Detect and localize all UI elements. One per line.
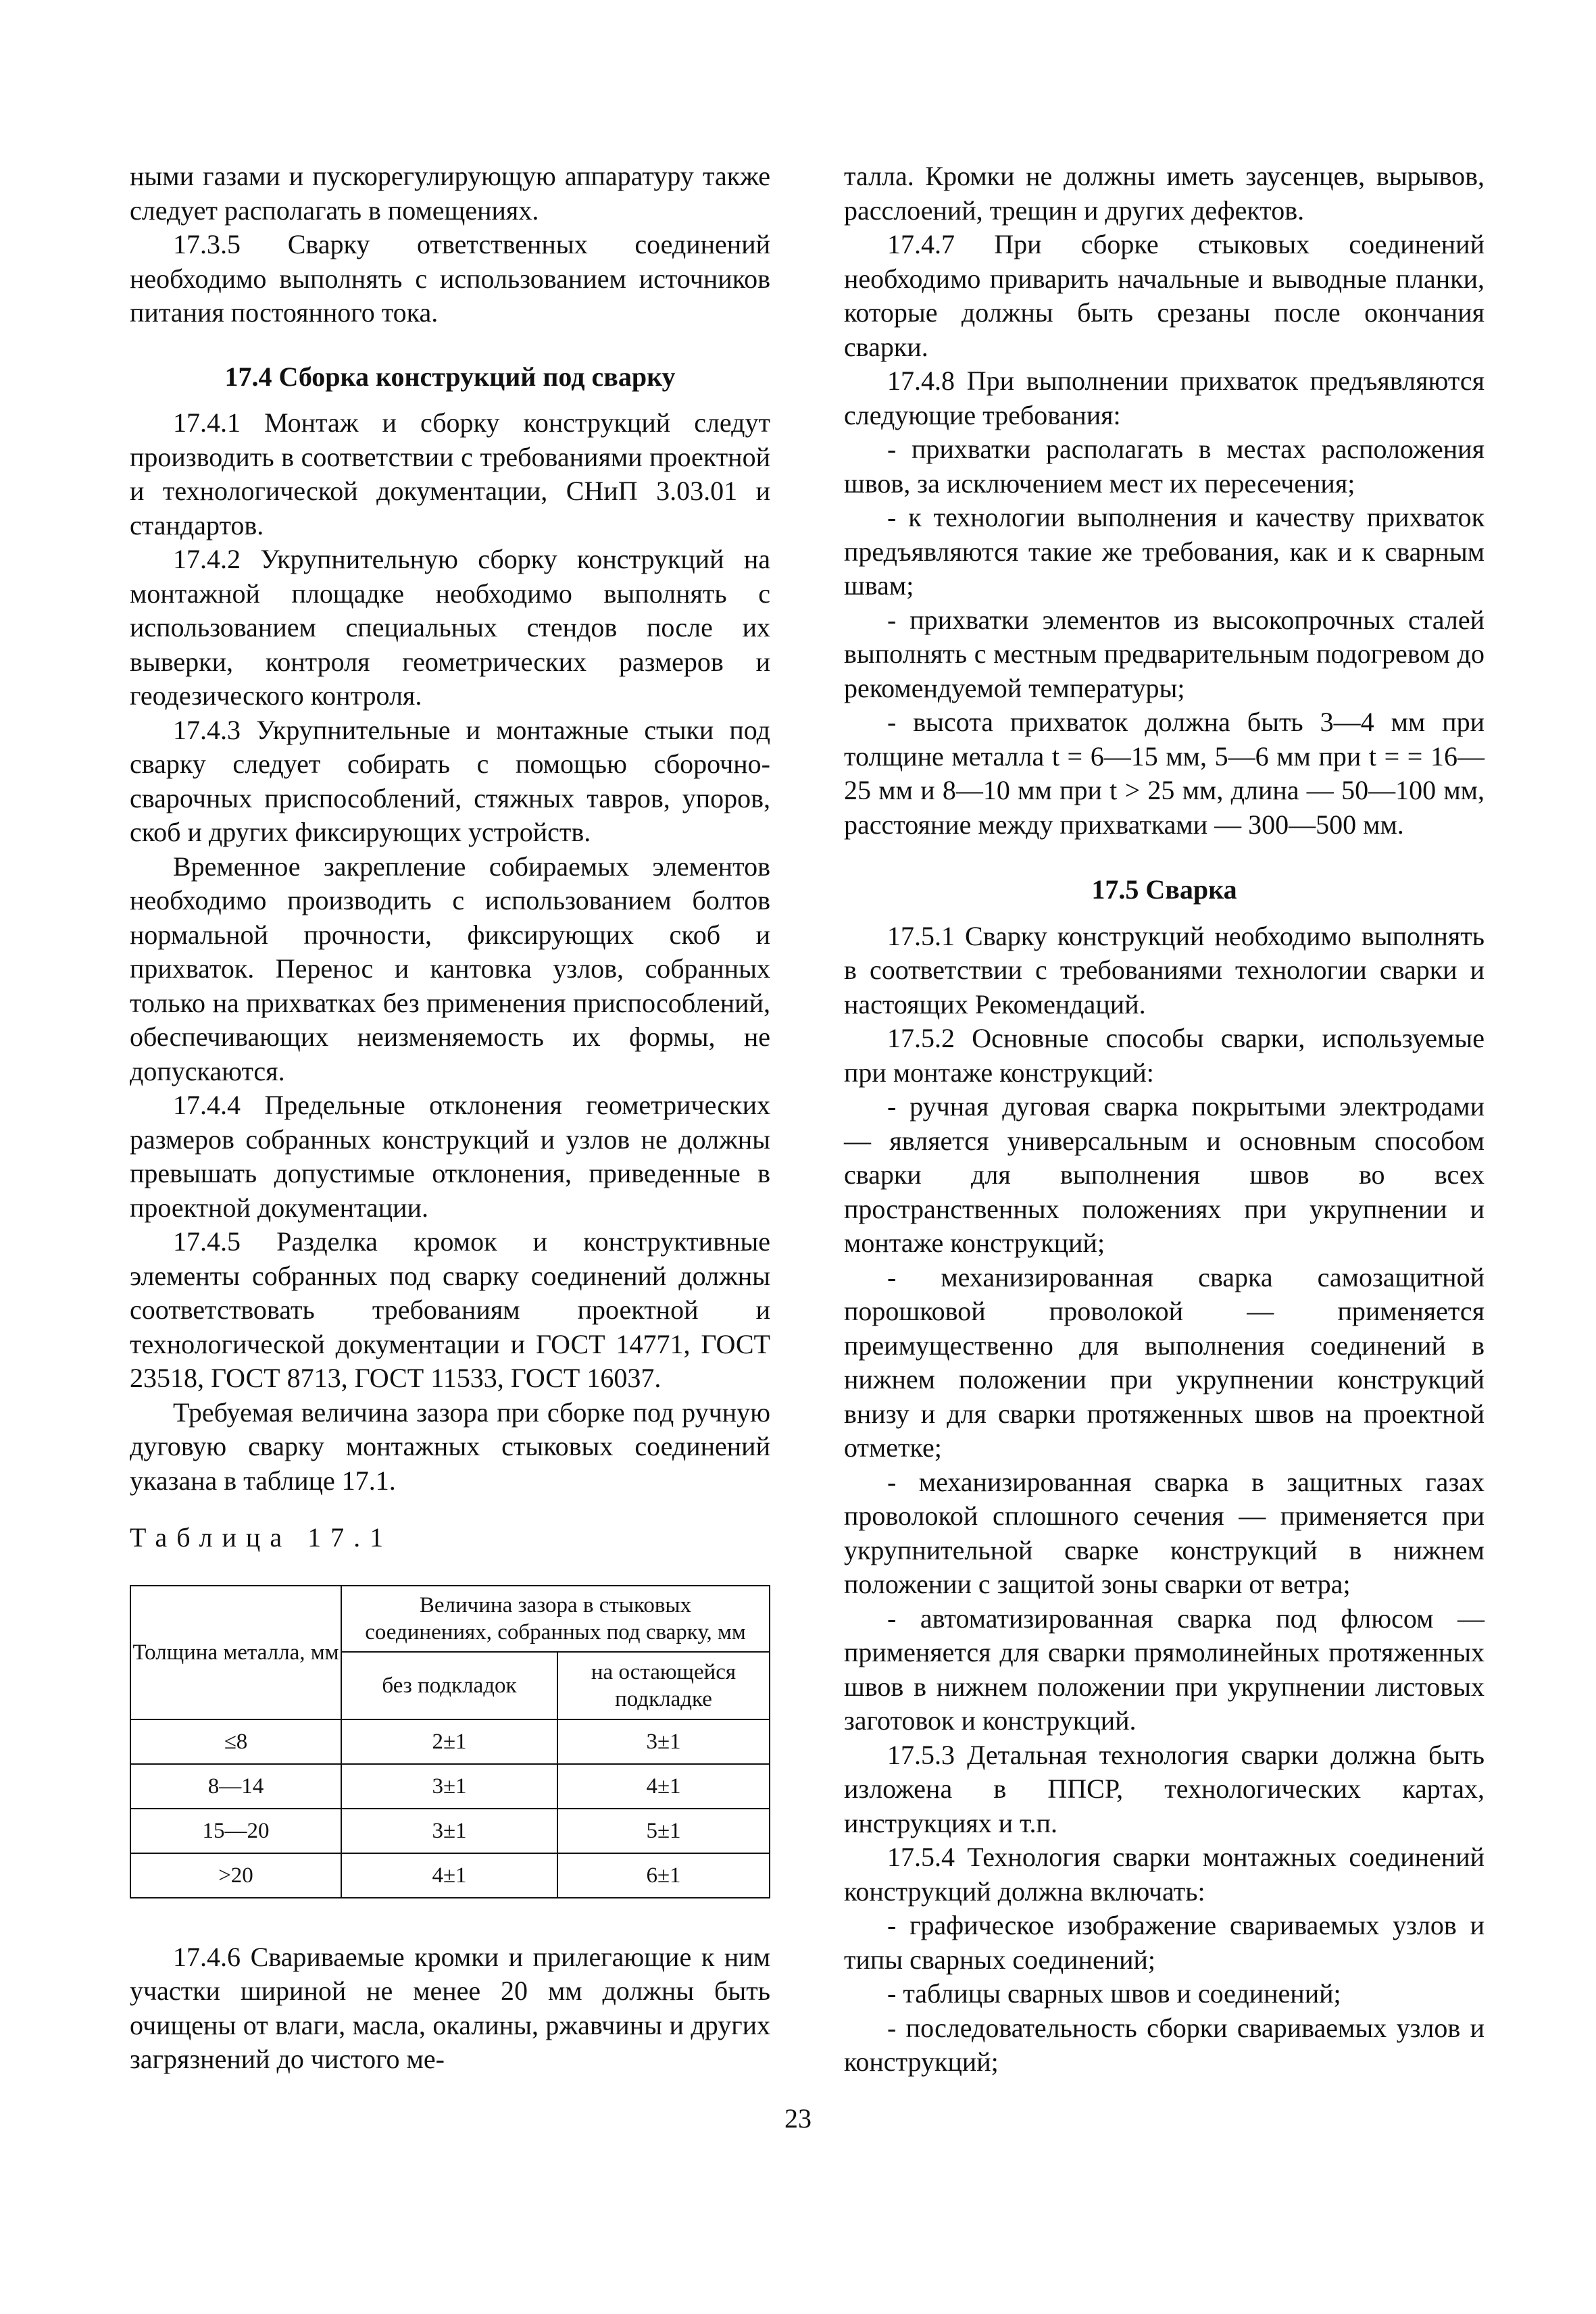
list-item: - автоматизированная сварка под флюсом — применяется для сварки прямолинейных протяженных швов в нижнем положении при укрупнении листовых заготовок и конструкций.	[844, 1603, 1485, 1736]
paragraph-17-5-2: 17.5.2 Основные способы сварки, используемые при монтаже конструкций:	[844, 1023, 1485, 1088]
left-column	[130, 159, 770, 2077]
list-item: - прихватки элементов из высокопрочных сталей выполнять с местным предварительным подогревом до рекомендуемой температуры;	[844, 604, 1485, 703]
table-header-backing: на остающейся подкладке	[557, 1652, 770, 1719]
list-item: - ручная дуговая сварка покрытыми электродами — является универсальным и основным способом сварки для выполнения швов во всех пространственных положениях при укрупнении и монтаже конструкций;	[844, 1091, 1485, 1258]
table-cell-thickness: 15—20	[130, 1809, 341, 1853]
list-item: - механизированная сварка самозащитной порошковой проволокой — применяется преимущественно для выполнения соединений в нижнем положении при укрупнении конструкций внизу и для сварки протяженных швов на проектной отметке;	[844, 1261, 1485, 1463]
table-label: Таблица 17.1	[130, 1522, 393, 1553]
paragraph: талла. Кромки не должны иметь заусенцев, вырывов, расслоений, трещин и других дефектов.	[844, 161, 1485, 226]
table-cell-thickness: >20	[130, 1853, 341, 1898]
table-cell-backing: 3±1	[557, 1719, 770, 1764]
list-item: - прихватки располагать в местах расположения швов, за исключением мест их пересечения;	[844, 434, 1485, 499]
list-item: - графическое изображение свариваемых узлов и типы сварных соединений;	[844, 1910, 1485, 1975]
list-item: - высота прихваток должна быть 3—4 мм при толщине металла t = 6—15 мм, 5—6 мм при t = = 16—25 мм и 8—10 мм при t > 25 мм, длина — 50—100 мм, расстояние между прихватками — 300—500 мм.	[844, 707, 1485, 840]
table-cell-no-backing: 3±1	[341, 1764, 557, 1809]
table-cell-no-backing: 2±1	[341, 1719, 557, 1764]
table-cell-thickness: 8—14	[130, 1764, 341, 1809]
table-row	[130, 1809, 770, 1853]
paragraph-17-4-4: 17.4.4 Предельные отклонения геометрических размеров собранных конструкций и узлов не должны превышать допустимые отклонения, приведенные в проектной документации.	[130, 1090, 770, 1223]
table-cell-thickness: ≤8	[130, 1719, 341, 1764]
page-number: 23	[784, 2103, 812, 2134]
table-row	[130, 1853, 770, 1898]
table-header-gap: Величина зазора в стыковых соединениях, собранных под сварку, мм	[341, 1586, 770, 1652]
section-heading-17-5: 17.5 Сварка	[1091, 874, 1237, 905]
list-item: - последовательность сборки свариваемых узлов и конструкций;	[844, 2012, 1485, 2077]
paragraph-17-4-5: 17.4.5 Разделка кромок и конструктивные элементы собранных под сварку соединений должны соответствовать требованиям проектной и технологической документации и ГОСТ 14771, ГОСТ 23518, ГОСТ 8713, ГОСТ 11533, ГОСТ 16037.	[130, 1226, 770, 1393]
paragraph-17-5-1: 17.5.1 Сварку конструкций необходимо выполнять в соответствии с требованиями технологии сварки и настоящих Рекомендаций.	[844, 920, 1485, 1020]
paragraph-gap-requirement: Требуемая величина зазора при сборке под ручную дуговую сварку монтажных стыковых соединений указана в таблице 17.1.	[130, 1397, 770, 1496]
paragraph-17-4-7: 17.4.7 При сборке стыковых соединений необходимо приварить начальные и выводные планки, которые должны быть срезаны после окончания сварки.	[844, 229, 1485, 362]
paragraph-temporary-fixing: Временное закрепление собираемых элементов необходимо производить с использованием болтов нормальной прочности, фиксирующих скоб и прихваток. Перенос и кантовка узлов, собранных только на прихватках без применения приспособлений, обеспечивающих неизменяемость их формы, не допускаются.	[130, 851, 770, 1086]
table-header-no-backing: без подкладок	[341, 1652, 557, 1719]
table-header-thickness: Толщина металла, мм	[130, 1586, 341, 1719]
paragraph: ными газами и пускорегулирующую аппаратуру также следует располагать в помещениях.	[130, 161, 770, 226]
table-row	[130, 1719, 770, 1764]
paragraph-17-4-1: 17.4.1 Монтаж и сборку конструкций следут производить в соответствии с требованиями проектной и технологической документации, СНиП 3.03.01 и стандартов.	[130, 407, 770, 540]
table-cell-no-backing: 3±1	[341, 1809, 557, 1853]
table-cell-backing: 6±1	[557, 1853, 770, 1898]
paragraph-17-5-3: 17.5.3 Детальная технология сварки должна быть изложена в ППСР, технологических картах, инструкциях и т.п.	[844, 1739, 1485, 1838]
table-cell-no-backing: 4±1	[341, 1853, 557, 1898]
paragraph-17-4-2: 17.4.2 Укрупнительную сборку конструкций на монтажной площадке необходимо выполнять с использованием специальных стендов после их выверки, контроля геометрических размеров и геодезического контроля.	[130, 544, 770, 711]
paragraph-17-4-3: 17.4.3 Укрупнительные и монтажные стыки под сварку следует собирать с помощью сборочно-сварочных приспособлений, стяжных тавров, упоров, скоб и других фиксирующих устройств.	[130, 714, 770, 847]
paragraph-17-5-4: 17.5.4 Технология сварки монтажных соединений конструкций должна включать:	[844, 1842, 1485, 1907]
list-item: - к технологии выполнения и качеству прихваток предъявляются такие же требования, как и к сварным швам;	[844, 502, 1485, 601]
table-cell-backing: 4±1	[557, 1764, 770, 1809]
section-heading-17-4: 17.4 Сборка конструкций под сварку	[224, 361, 676, 392]
table-row	[130, 1764, 770, 1809]
paragraph-17-4-8: 17.4.8 При выполнении прихваток предъявляются следующие требования:	[844, 366, 1485, 430]
gap-table	[130, 1585, 770, 1898]
paragraph-17-3-5: 17.3.5 Сварку ответственных соединений необходимо выполнять с использованием источников питания постоянного тока.	[130, 229, 770, 328]
list-item: - таблицы сварных швов и соединений;	[887, 1978, 1341, 2009]
paragraph-17-4-6: 17.4.6 Свариваемые кромки и прилегающие к ним участки шириной не менее 20 мм должны быть очищены от влаги, масла, окалины, ржавчины и других загрязнений до чистого ме-	[130, 1941, 770, 2074]
right-column	[844, 159, 1485, 2080]
list-item: - механизированная сварка в защитных газах проволокой сплошного сечения — применяется при укрупнительной сварке конструкций в нижнем положении с защитой зоны сварки от ветра;	[844, 1466, 1485, 1599]
table-cell-backing: 5±1	[557, 1809, 770, 1853]
